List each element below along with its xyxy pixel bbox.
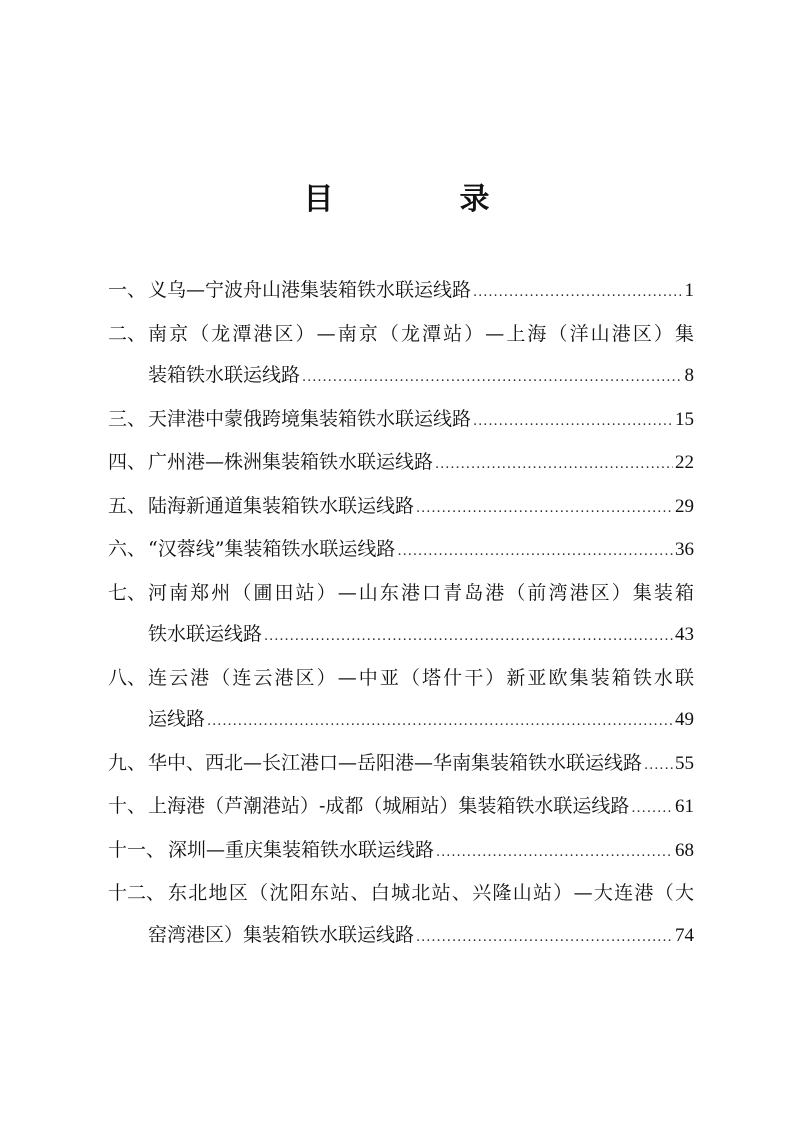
toc-entry[interactable] bbox=[108, 786, 694, 830]
toc-page-number: 36 bbox=[675, 539, 694, 560]
toc-entry[interactable] bbox=[108, 270, 694, 314]
dot-leader bbox=[302, 357, 682, 399]
toc-entry-title: 东北地区（沈阳东站、白城北站、兴隆山站）—大连港（大 bbox=[168, 882, 694, 904]
toc-page-number: 68 bbox=[675, 839, 694, 861]
toc-page-number: 43 bbox=[675, 624, 694, 645]
toc-entry[interactable] bbox=[108, 658, 694, 743]
toc-entry-number: 八、 bbox=[108, 666, 147, 689]
toc-entry-title: 天津港中蒙俄跨境集装箱铁水联运线路 bbox=[148, 407, 472, 430]
toc-entry-line bbox=[108, 529, 694, 573]
toc-entry-title: 运线路 bbox=[148, 708, 206, 730]
dot-leader bbox=[631, 788, 673, 830]
toc-entry-line bbox=[108, 699, 694, 743]
toc-page-number: 8 bbox=[684, 365, 694, 386]
toc-entry-number: 十一、 bbox=[108, 838, 166, 861]
toc-entry-title: “汉蓉线”集装箱铁水联运线路 bbox=[148, 538, 396, 560]
dot-leader bbox=[644, 745, 673, 787]
toc-entry-line bbox=[108, 355, 694, 399]
toc-entry-title: 上海港（芦潮港站）-成都（城厢站）集装箱铁水联运线路 bbox=[148, 795, 630, 817]
toc-entry[interactable] bbox=[108, 830, 694, 874]
toc-entry[interactable] bbox=[108, 529, 694, 573]
toc-entry-title: 连云港（连云港区）—中亚（塔什干）新亚欧集装箱铁水联 bbox=[148, 666, 694, 689]
dot-leader bbox=[435, 444, 673, 486]
toc-page-number: 15 bbox=[675, 408, 694, 430]
toc-entry[interactable] bbox=[108, 573, 694, 658]
dot-leader bbox=[416, 488, 673, 530]
toc-page-number: 49 bbox=[675, 709, 694, 730]
dot-leader bbox=[264, 616, 673, 658]
toc-entry-number: 三、 bbox=[108, 407, 147, 430]
toc-page-number: 1 bbox=[684, 280, 694, 301]
toc-title: 目 录 bbox=[303, 182, 538, 217]
table-of-contents bbox=[108, 270, 694, 958]
toc-entry-title: 华中、西北—长江港口—岳阳港—华南集装箱铁水联运线路 bbox=[148, 751, 643, 774]
toc-entry-number: 五、 bbox=[108, 494, 147, 517]
toc-entry-title: 铁水联运线路 bbox=[148, 623, 263, 645]
toc-entry-number: 四、 bbox=[108, 451, 147, 473]
toc-page-number: 29 bbox=[675, 495, 694, 517]
dot-leader bbox=[473, 272, 682, 314]
toc-page-number: 61 bbox=[675, 796, 694, 817]
toc-entry-number: 七、 bbox=[108, 581, 147, 604]
toc-entry-line bbox=[108, 873, 694, 915]
dot-leader bbox=[207, 701, 673, 743]
toc-entry-title: 装箱铁水联运线路 bbox=[148, 364, 301, 386]
toc-entry[interactable] bbox=[108, 743, 694, 787]
toc-entry-line bbox=[108, 486, 694, 530]
toc-entry[interactable] bbox=[108, 873, 694, 958]
toc-entry-line bbox=[108, 743, 694, 787]
toc-entry-number: 二、 bbox=[108, 322, 147, 345]
toc-entry-title: 深圳—重庆集装箱铁水联运线路 bbox=[168, 838, 435, 861]
toc-entry-line bbox=[108, 399, 694, 443]
toc-entry-title: 河南郑州（圃田站）—山东港口青岛港（前湾港区）集装箱 bbox=[148, 581, 694, 604]
toc-entry-number: 十、 bbox=[108, 795, 147, 817]
toc-entry-number: 十二、 bbox=[108, 882, 166, 904]
dot-leader bbox=[397, 531, 673, 573]
toc-entry-number: 六、 bbox=[108, 538, 147, 560]
toc-entry[interactable] bbox=[108, 399, 694, 443]
toc-entry-title: 广州港—株洲集装箱铁水联运线路 bbox=[148, 451, 434, 473]
toc-entry-line bbox=[108, 786, 694, 830]
toc-entry-number: 一、 bbox=[108, 279, 147, 301]
toc-entry-title: 窑湾港区）集装箱铁水联运线路 bbox=[148, 923, 415, 946]
toc-page-number: 74 bbox=[675, 924, 694, 946]
toc-entry-title: 南京（龙潭港区）—南京（龙潭站）—上海（洋山港区）集 bbox=[148, 322, 694, 345]
dot-leader bbox=[473, 401, 673, 443]
toc-entry-number: 九、 bbox=[108, 751, 147, 774]
toc-entry-line bbox=[108, 314, 694, 356]
toc-entry-title: 义乌—宁波舟山港集装箱铁水联运线路 bbox=[148, 279, 472, 301]
toc-entry-line bbox=[108, 614, 694, 658]
toc-entry-line bbox=[108, 442, 694, 486]
dot-leader bbox=[416, 917, 673, 959]
toc-page-number: 22 bbox=[675, 452, 694, 473]
toc-entry-line bbox=[108, 573, 694, 615]
toc-entry-line bbox=[108, 658, 694, 700]
toc-entry[interactable] bbox=[108, 442, 694, 486]
toc-entry-title: 陆海新通道集装箱铁水联运线路 bbox=[148, 494, 415, 517]
toc-entry-line bbox=[108, 915, 694, 959]
dot-leader bbox=[436, 832, 673, 874]
toc-entry-line bbox=[108, 270, 694, 314]
toc-entry[interactable] bbox=[108, 486, 694, 530]
toc-page-number: 55 bbox=[675, 752, 694, 774]
toc-entry[interactable] bbox=[108, 314, 694, 399]
toc-entry-line bbox=[108, 830, 694, 874]
